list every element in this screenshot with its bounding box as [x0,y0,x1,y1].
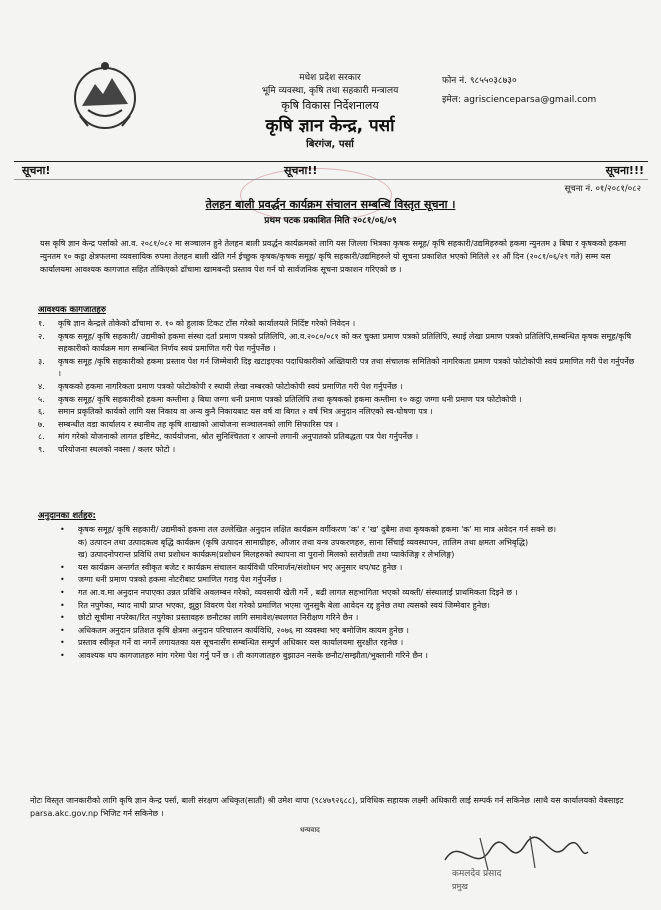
document-item-text: कृषि ज्ञान केन्द्रले तोकेको ढाँचामा रु. १० को हुलाक टिकट टाँस गरेको कार्यालयले निर्दिष्ट गरेको निवेदन । [58,319,356,328]
condition-item [60,574,628,587]
notice-label-right: सूचना!!! [605,164,644,177]
document-item-number: ८. [38,432,45,442]
ministry-name: भूमि व्यवस्था, कृषि तथा सहकारी मन्त्रालय [261,86,399,96]
condition-item-text: आवश्यक थप कागजातहरु मांग गरेमा पेश गर्नु पर्ने छ । ती कागजातहरु बुझाउन नसके छनौट/सम्झौता/भुक्तानी गरिने छैन । [78,650,428,660]
condition-item [60,537,628,550]
condition-item [60,650,628,663]
document-item [38,331,638,356]
intro-paragraph: यस कृषि ज्ञान केन्द्र पर्साको आ.व. २०८१/०८२ मा सञ्चालन हुने तेलहन बाली प्रवर्द्धन कार्यक्रमको लागि यस जिल्ला भित्रका कृषक समूह/ कृषि सहकारी/उद्यमिहरुको हकमा न्युनतम ३ बिघा र कृषकको हकमा न्युनतम १० कट्ठा क्षेत्रफलमा व्यवसायिक रुपमा तेलहन बाली खेति गर्न ईच्छुक कृषक/कृषक समूह/ कृषि सहकारी/उद्यमिहरुले यो सूचना प्रकाशित भएको मितिले २१ औं दिन (२०८१/०६/२९ गते) सम्म यस कार्यालयमा आवश्यक कागजात सहित तोकिएको ढाँचामा खामबन्दी प्रस्ताव पेश गर्न यो सार्वजनिक सूचना प्रकाशन गरिएको छ । [40,239,627,274]
document-item-number: ९. [38,444,45,454]
bullet-icon: • [60,650,65,660]
condition-item [60,524,628,537]
notice-banner [14,161,648,180]
nepal-emblem-icon [68,58,142,132]
condition-item [60,612,628,625]
condition-item [60,637,628,650]
notice-label-left: सूचना! [22,164,51,177]
document-item-text: कृषकको हकमा नागरिकता प्रमाण पत्रको फोटोकोपी र स्थायी लेखा नम्बरको फोटोकोपी स्वयं प्रमाणित गरी पेश गर्नुपर्नेछ । [58,381,403,391]
document-item-text: समान प्रकृतिको कार्यको लागि यस निकाय वा अन्य कुनै निकायबाट यस वर्ष वा बिगत २ वर्ष भित्र अनुदान नलिएको स्व-घोषणा पत्र । [58,407,433,417]
condition-item-text: क) उत्पादन तथा उत्पादकत्व बृद्धि कार्यक्रम (कृषि उत्पादन सामाग्रीहरु, औजार तथा यन्त्र उपकरणहरु, साना सिँचाई व्यवस्थापन, तालिम तथा क्षमता अभिबृद्धि) [78,537,529,547]
notice-reference-number: सूचना नं. ०१/२०८१/०८२ [564,184,641,194]
condition-item-text: ख) उत्पादनोपरान्त प्रविधि तथा प्रशोधन कार्यक्रम(प्रशोधन मिलहरुको स्थापना वा पुरानो मिलको स्तरोन्नती तथा प्याकेजिङ्ग र लेभलिङ्ग) [78,550,455,560]
conditions-list [60,524,628,663]
province-name: मधेश प्रदेश सरकार [299,73,361,83]
bullet-icon: • [60,638,65,648]
required-documents-list [38,318,638,457]
document-item-text: सम्बन्धीत वडा कार्यालय र स्थानीय तह कृषि शाखाको आयोजना सञ्चालनको लागि सिफारिस पत्र । [58,419,339,429]
condition-item [60,562,628,575]
document-item [38,431,638,444]
document-item-text: कृषक समूह /कृषि सहकारीको हकमा प्रस्ताव पेश गर्न जिम्मेवारी दिइ खटाइएका पदाधिकारीको अख्तियारी पत्र तथा संचालक समितिको नागरिकता प्रमाण पत्रको फोटोकोपी स्वयं प्रमाणित गरी पेश गर्नुपर्नेछ । [58,356,635,379]
directorate-name: कृषि विकास निर्देशनालय [281,99,379,112]
docs-heading: आवश्यक कागजातहरु [38,305,106,315]
condition-item-text: अधिकतम अनुदान प्रतिशत कृषि क्षेत्रमा अनुदान परिचालन कार्यविधि, २०७६ मा व्यवस्था भए बमोजिम कायम हुनेछ । [78,625,409,635]
document-item-number: २. [38,331,45,341]
office-location: बिरगंज, पर्सा [306,139,354,150]
document-item [38,406,638,419]
document-item [38,356,638,381]
condition-item [60,587,628,600]
bullet-icon: • [60,613,65,623]
condition-item-text: यस कार्यक्रम अन्तर्गत स्वीकृत बजेट र कार्यक्रम संचालन कार्यविधी परिमार्जन/संशोधन भए अनुसार थप/घट हुनेछ । [78,562,403,572]
document-item [38,444,638,457]
signatory-title: प्रमुख [452,882,468,891]
contact-info [442,72,596,110]
document-item-number: ३. [38,356,45,366]
bullet-icon: • [60,562,65,572]
conditions-heading: अनुदानका शर्तहरु: [38,511,96,521]
notice-title: तेलहन बाली प्रवर्द्धन कार्यक्रम संचालन सम्बन्धि विस्तृत सूचना । [205,198,456,211]
bullet-icon: • [60,575,65,585]
bullet-icon [60,537,78,550]
condition-item-text: प्रस्ताव स्वीकृत गर्ने वा नगर्ने लगायतका यस सूचनासँग सम्बन्धित सम्पुर्ण अधिकार यस कार्यालयमा सुरक्षीत रहनेछ । [78,638,404,648]
document-item [38,419,638,432]
bullet-icon [60,549,78,562]
document-item-number: ५. [38,394,45,404]
bullet-icon: • [60,600,65,610]
publish-date: प्रथम पटक प्रकाशित मिति २०८१/०६/०९ [264,216,397,226]
document-item-text: कृषक समूह/ कृषि सहकारी/ उद्यमीको हकमा संस्था दर्ता प्रमाण पत्रको प्रतिलिपि, आ.व.२०८०/०८१ को कर चुक्ता प्रमाण पत्रको प्रतिलिपि, स्थाई लेखा प्रमाण पत्रको प्रतिलिपि,सम्बन्धित कृषक समूह/कृषि सहकारीको कार्यक्रम माग सम्बन्धित निर्णय स्वयं प्रमाणित गरी पेश गर्नुपर्नेछ । [58,331,632,354]
condition-item-text: जग्गा धनी प्रमाण पत्रको हकमा नोटरीबाट प्रमाणित गराइ पेश गर्नुपर्नेछ । [78,575,282,585]
condition-item-text: छोटो सूचीमा नपरेका/रित नपुगेका प्रस्तावहरु छनौटका लागि समावेश/स्थलगत निरीक्षण गरिने छैन । [78,613,359,623]
office-header [220,72,440,152]
condition-item [60,625,628,638]
document-item-number: ४. [38,381,45,391]
document-item-text: मांग गरेको योजनाको लागत इष्टिमेट, कार्ययोजना, श्रोत सुनिश्चितता र आफ्नो लगानी अनुपातको प्रतिबद्धता पत्र पेश गर्नुपर्नेछ । [58,432,419,442]
condition-item-text: गत आ.व.मा अनुदान नपाएका उन्नत प्रविधि अवलम्बन गरेको, व्यवसायी खेती गर्ने , बढी लागत सहभागिता भएको व्यक्ती/ संस्थालाई प्राथमिकता दिइने छ । [78,587,518,597]
document-item-number: ६. [38,407,45,417]
document-item-number: ७. [38,419,45,429]
signatory-name: कमलदेव प्रसाद [452,869,502,879]
condition-item [60,549,628,562]
bullet-icon: • [60,625,65,635]
office-name: कृषि ज्ञान केन्द्र, पर्सा [265,116,395,136]
email-address: इमेल: agriscienceparsa@gmail.com [442,95,597,105]
document-item-number: १. [38,319,45,328]
document-item-text: कृषक समूह/ कृषि सहकारीको हकमा कम्तीमा ३ बिघा जग्गा धनी प्रमाण पत्रको प्रतिलिपि तथा कृषकको हकमा कम्तीमा १० कट्ठा जग्गा धनी प्रमाण पत्र फोटोकोपी । [58,394,522,404]
phone-number: फोन नं. ९८५५०३८७३० [442,76,517,86]
document-item [38,318,638,331]
condition-item [60,600,628,613]
document-item-text: परियोजना स्थलको नक्सा / कलर फोटो । [58,444,176,454]
document-item [38,394,638,407]
bullet-icon: • [60,587,65,597]
bullet-icon: • [60,525,65,534]
document-item [38,381,638,394]
condition-item-text: रित नपुगेका, म्याद नाघी प्राप्त भएका, झुठ्ठा विवरण पेश गरेको प्रमाणित भएमा जुनसुकै बेला आवेदन रद्द हुनेछ तथा त्यसको स्वयं जिम्मेवार हुनेछ। [78,600,490,610]
thanks-text: धन्यवाद [300,826,320,834]
contact-note: नोटः विस्तृत जानकारीको लागि कृषि ज्ञान केन्द्र पर्सा, बाली संरक्षण अधिकृत(सातौं) श्री उमेश थापा (९८४७९२६८८), प्रविधिक सहायक लक्ष्मी अधिकारी लाई सम्पर्क गर्न सकिनेछ ।साथै यस कार्यालयको वेबसाइट parsa.akc.gov.np भिजिट गर्न सकिनेछ । [30,796,624,818]
notice-label-center: सूचना!! [284,164,318,177]
condition-item-text: कृषक समूह/ कृषि सहकारी/ उद्यमीको हकमा तल उल्लेखित अनुदान लक्षित कार्यक्रम वर्गीकरण 'क' र 'ख' दुबैमा तथा कृषकको हकमा 'क' मा मात्र अवेदन गर्न सक्ने छ। [78,525,557,534]
